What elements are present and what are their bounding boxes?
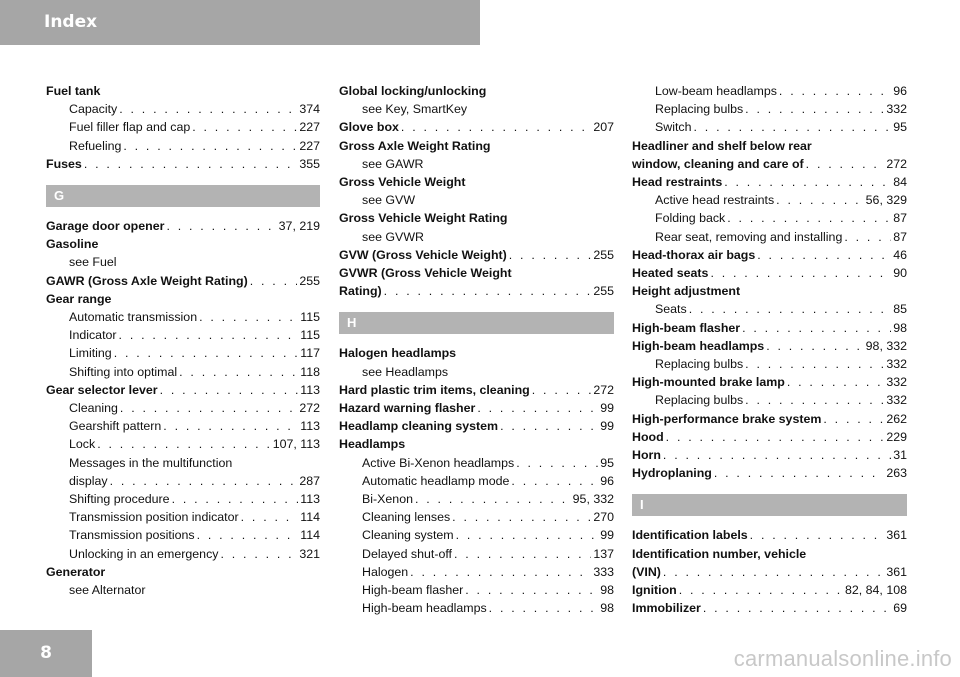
index-sub-term: Active head restraints (655, 193, 775, 208)
dot-leader (727, 209, 891, 227)
page-reference: 98 (600, 601, 614, 616)
index-main-term: High-beam headlamps (632, 338, 765, 353)
index-entry (339, 118, 614, 136)
index-main-term: Fuel tank (46, 84, 101, 98)
dot-leader (666, 428, 885, 446)
page-reference: 69 (893, 601, 907, 616)
index-sub-term: display (69, 473, 108, 488)
page-reference: 87 (893, 229, 907, 244)
index-main-term: Fuses (46, 156, 82, 171)
index-entry (632, 373, 907, 391)
page-reference: 95, 332 (572, 492, 614, 507)
index-sub-term: Automatic transmission (69, 310, 198, 325)
index-entry (339, 581, 614, 599)
index-entry (46, 490, 320, 508)
page-reference: 99 (600, 419, 614, 434)
index-sub-term: see Alternator (69, 583, 146, 598)
index-sub-term: see Headlamps (362, 364, 449, 379)
index-sub-term: Fuel filler flap and cap (69, 120, 191, 135)
index-sub-term: Replacing bulbs (655, 102, 744, 117)
dot-leader (694, 118, 892, 136)
index-entry (46, 344, 320, 362)
index-entry (46, 381, 320, 399)
dot-leader (787, 373, 884, 391)
dot-leader (750, 526, 885, 544)
dot-leader (679, 581, 843, 599)
page-reference: 332 (886, 102, 907, 117)
index-sub-term: Shifting procedure (69, 492, 170, 507)
index-main-term: window, cleaning and care of (632, 156, 804, 171)
index-sub-term: Messages in the multifunction (69, 455, 233, 470)
page-reference: 90 (893, 266, 907, 281)
index-main-term: GVW (Gross Vehicle Weight) (339, 247, 507, 262)
index-main-term: Headlamps (339, 437, 406, 452)
index-main-term: Halogen headlamps (339, 346, 457, 361)
page-reference: 107, 113 (272, 437, 320, 452)
index-column-3 (632, 82, 907, 617)
dot-leader (179, 363, 298, 381)
index-sub-term: Automatic headlamp mode (362, 473, 510, 488)
page-reference: 98, 332 (865, 338, 907, 353)
dot-leader (724, 173, 891, 191)
section-letter-heading: I (632, 494, 907, 516)
header-bar (0, 0, 480, 45)
index-main-term: Hydroplaning (632, 466, 712, 481)
index-entry (46, 399, 320, 417)
dot-leader (84, 155, 298, 173)
dot-leader (120, 399, 297, 417)
page-title: Index (44, 12, 98, 32)
index-entry (46, 217, 320, 235)
index-main-term: Global locking/unlocking (339, 84, 487, 98)
index-entry (46, 363, 320, 381)
index-entry (46, 417, 320, 435)
index-main-term: Gear range (46, 291, 112, 306)
page-reference: 113 (300, 419, 320, 434)
dot-leader (745, 391, 884, 409)
index-sub-term: see GVWR (362, 229, 424, 244)
index-entry (632, 209, 907, 227)
page-reference: 333 (593, 564, 614, 579)
page-reference: 31 (893, 448, 907, 463)
page-reference: 98 (893, 320, 907, 335)
index-sub-term: Folding back (655, 211, 726, 226)
dot-leader (415, 490, 571, 508)
index-sub-term: High-beam headlamps (362, 601, 487, 616)
index-main-term: Garage door opener (46, 219, 165, 234)
index-sub-term: Active Bi-Xenon headlamps (362, 455, 515, 470)
index-main-term: Gross Vehicle Weight (339, 175, 466, 190)
index-entry (339, 508, 614, 526)
dot-leader (163, 417, 298, 435)
index-sub-term: Low-beam headlamps (655, 84, 777, 98)
index-entry (632, 173, 907, 191)
dot-leader (197, 526, 299, 544)
watermark: carmanualsonline.info (733, 646, 952, 671)
index-entry (632, 100, 907, 118)
dot-leader (714, 464, 884, 482)
index-main-term: Head restraints (632, 175, 723, 190)
index-main-term: Head-thorax air bags (632, 247, 756, 262)
index-main-term: Horn (632, 448, 661, 463)
page-reference: 117 (300, 346, 320, 361)
dot-leader (710, 264, 891, 282)
index-sub-term: Seats (655, 302, 687, 317)
index-entry (632, 563, 907, 581)
dot-leader (454, 545, 591, 563)
page-reference: 114 (300, 528, 320, 543)
index-entry (632, 391, 907, 409)
index-sub-term: Transmission positions (69, 528, 195, 543)
index-entry (339, 490, 614, 508)
index-main-term: Gross Axle Weight Rating (339, 138, 491, 153)
dot-leader (511, 472, 598, 490)
dot-leader (401, 118, 591, 136)
page-reference: 263 (886, 466, 907, 481)
index-sub-term: Shifting into optimal (69, 364, 178, 379)
dot-leader (452, 508, 591, 526)
dot-leader (689, 300, 892, 318)
page-reference: 207 (593, 120, 614, 135)
index-entry (632, 599, 907, 617)
index-entry (339, 246, 614, 264)
index-main-term: Generator (46, 564, 106, 579)
index-entry (632, 228, 907, 246)
page-reference: 255 (593, 284, 614, 299)
dot-leader (192, 118, 297, 136)
page-reference: 255 (299, 273, 320, 288)
dot-leader (384, 282, 592, 300)
dot-leader (465, 581, 598, 599)
dot-leader (489, 599, 599, 617)
dot-leader (745, 100, 884, 118)
page-reference: 95 (893, 120, 907, 135)
page-reference: 321 (299, 546, 320, 561)
index-sub-term: Cleaning lenses (362, 510, 451, 525)
page-reference: 85 (893, 302, 907, 317)
page-reference: 272 (299, 401, 320, 416)
index-entry (339, 454, 614, 472)
index-sub-term: see GVW (362, 193, 416, 208)
page-reference: 355 (299, 156, 320, 171)
index-entry (46, 526, 320, 544)
index-sub-term: Refueling (69, 138, 122, 153)
index-sub-term: Unlocking in an emergency (69, 546, 219, 561)
dot-leader (745, 355, 884, 373)
index-entry (46, 308, 320, 326)
index-entry (632, 526, 907, 544)
index-entry (46, 472, 320, 490)
page-number-tab (0, 630, 92, 677)
index-main-term: Rating) (339, 284, 382, 299)
page-reference: 255 (593, 247, 614, 262)
dot-leader (97, 435, 271, 453)
dot-leader (110, 472, 298, 490)
index-sub-term: Cleaning (69, 401, 118, 416)
index-entry (632, 155, 907, 173)
index-entry (46, 155, 320, 173)
index-sub-term: Cleaning system (362, 528, 454, 543)
index-entry (632, 337, 907, 355)
page-reference: 98 (600, 583, 614, 598)
section-letter-heading: G (46, 185, 320, 207)
page-reference: 229 (886, 429, 907, 444)
dot-leader (806, 155, 885, 173)
page-reference: 95 (600, 455, 614, 470)
dot-leader (119, 326, 299, 344)
page-reference: 87 (893, 211, 907, 226)
index-sub-term: Gearshift pattern (69, 419, 162, 434)
page-reference: 99 (600, 401, 614, 416)
page-reference: 272 (886, 156, 907, 171)
index-main-term: Gasoline (46, 237, 99, 252)
dot-leader (703, 599, 891, 617)
page-reference: 332 (886, 393, 907, 408)
index-sub-term: Replacing bulbs (655, 393, 744, 408)
dot-leader (477, 399, 598, 417)
dot-leader (114, 344, 299, 362)
index-main-term: Immobilizer (632, 601, 701, 616)
index-main-term: GVWR (Gross Vehicle Weight (339, 266, 512, 281)
index-main-term: Identification labels (632, 528, 748, 543)
page-reference: 99 (600, 528, 614, 543)
index-entry (46, 435, 320, 453)
dot-leader (509, 246, 592, 264)
dot-leader (250, 272, 298, 290)
dot-leader (241, 508, 299, 526)
index-column-2 (339, 82, 614, 617)
dot-leader (844, 228, 891, 246)
index-main-term: GAWR (Gross Axle Weight Rating) (46, 273, 248, 288)
page-reference: 272 (593, 382, 614, 397)
page-reference: 96 (600, 473, 614, 488)
dot-leader (220, 545, 297, 563)
index-sub-term: Halogen (362, 564, 409, 579)
index-entry (632, 118, 907, 136)
page-reference: 84 (893, 175, 907, 190)
page-reference: 56, 329 (865, 193, 907, 208)
index-main-term: Identification number, vehicle (632, 546, 807, 561)
index-entry (46, 272, 320, 290)
index-entry (46, 545, 320, 563)
index-column-1 (46, 82, 320, 599)
dot-leader (776, 191, 864, 209)
index-entry (339, 599, 614, 617)
page-reference: 46 (893, 247, 907, 262)
index-main-term: Gear selector lever (46, 382, 158, 397)
index-main-term: Gross Vehicle Weight Rating (339, 211, 508, 226)
page-reference: 270 (593, 510, 614, 525)
index-main-term: High-beam flasher (632, 320, 741, 335)
index-sub-term: Replacing bulbs (655, 357, 744, 372)
index-entry (339, 545, 614, 563)
index-entry (46, 118, 320, 136)
index-sub-term: Lock (69, 437, 96, 452)
page-reference: 262 (886, 411, 907, 426)
page-reference: 137 (593, 546, 614, 561)
index-entry (632, 300, 907, 318)
index-entry (46, 326, 320, 344)
index-entry (339, 282, 614, 300)
dot-leader (663, 446, 891, 464)
dot-leader (516, 454, 598, 472)
page-reference: 118 (300, 364, 320, 379)
page-reference: 96 (893, 84, 907, 98)
page-reference: 82, 84, 108 (844, 583, 907, 598)
dot-leader (199, 308, 298, 326)
index-main-term: High-mounted brake lamp (632, 375, 785, 390)
page-reference: 113 (300, 492, 320, 507)
index-entry (632, 428, 907, 446)
index-main-term: High-performance brake system (632, 411, 822, 426)
dot-leader (172, 490, 299, 508)
index-entry (632, 446, 907, 464)
dot-leader (119, 100, 297, 118)
index-entry (46, 137, 320, 155)
page-number: 8 (40, 643, 52, 663)
index-entry (339, 526, 614, 544)
index-sub-term: see GAWR (362, 156, 424, 171)
page-reference: 227 (299, 120, 320, 135)
index-sub-term: Switch (655, 120, 692, 135)
page-reference: 115 (300, 310, 320, 325)
page-reference: 332 (886, 375, 907, 390)
index-entry (632, 410, 907, 428)
index-entry (339, 472, 614, 490)
dot-leader (410, 563, 591, 581)
index-sub-term: Indicator (69, 328, 117, 343)
index-entry (339, 381, 614, 399)
dot-leader (500, 417, 598, 435)
index-entry (46, 508, 320, 526)
page-reference: 37, 219 (278, 219, 320, 234)
dot-leader (160, 381, 299, 399)
dot-leader (779, 82, 891, 100)
index-main-term: Headliner and shelf below rear (632, 138, 812, 153)
index-sub-term: Rear seat, removing and installing (655, 229, 843, 244)
index-entry (632, 246, 907, 264)
index-entry (632, 581, 907, 599)
index-main-term: Hazard warning flasher (339, 401, 476, 416)
page-reference: 361 (886, 564, 907, 579)
index-entry (339, 417, 614, 435)
index-sub-term: Transmission position indicator (69, 510, 239, 525)
index-sub-term: Capacity (69, 102, 118, 117)
page-reference: 114 (300, 510, 320, 525)
index-sub-term: Bi-Xenon (362, 492, 413, 507)
index-sub-term: see Key, SmartKey (362, 102, 468, 117)
index-entry (339, 563, 614, 581)
index-sub-term: Limiting (69, 346, 112, 361)
dot-leader (123, 137, 297, 155)
index-entry (46, 100, 320, 118)
dot-leader (166, 217, 276, 235)
index-main-term: Height adjustment (632, 284, 741, 299)
index-main-term: Hood (632, 429, 664, 444)
index-main-term: Heated seats (632, 266, 709, 281)
index-entry (632, 355, 907, 373)
section-letter-heading: H (339, 312, 614, 334)
dot-leader (823, 410, 884, 428)
index-main-term: Ignition (632, 583, 677, 598)
index-entry (632, 191, 907, 209)
dot-leader (742, 319, 891, 337)
index-sub-term: see Fuel (69, 255, 117, 270)
dot-leader (456, 526, 599, 544)
index-entry (632, 464, 907, 482)
index-entry (632, 82, 907, 100)
page-reference: 113 (300, 382, 320, 397)
index-sub-term: High-beam flasher (362, 583, 464, 598)
page-reference: 332 (886, 357, 907, 372)
index-main-term: (VIN) (632, 564, 661, 579)
index-entry (632, 319, 907, 337)
index-entry (339, 399, 614, 417)
dot-leader (757, 246, 891, 264)
index-main-term: Glove box (339, 120, 399, 135)
dot-leader (532, 381, 592, 399)
dot-leader (663, 563, 884, 581)
page-reference: 227 (299, 138, 320, 153)
index-main-term: Hard plastic trim items, cleaning (339, 382, 530, 397)
index-main-term: Headlamp cleaning system (339, 419, 499, 434)
index-entry (632, 264, 907, 282)
page-reference: 361 (886, 528, 907, 543)
dot-leader (766, 337, 863, 355)
page-reference: 374 (299, 102, 320, 117)
page-reference: 115 (300, 328, 320, 343)
page-reference: 287 (299, 473, 320, 488)
index-sub-term: Delayed shut-off (362, 546, 453, 561)
